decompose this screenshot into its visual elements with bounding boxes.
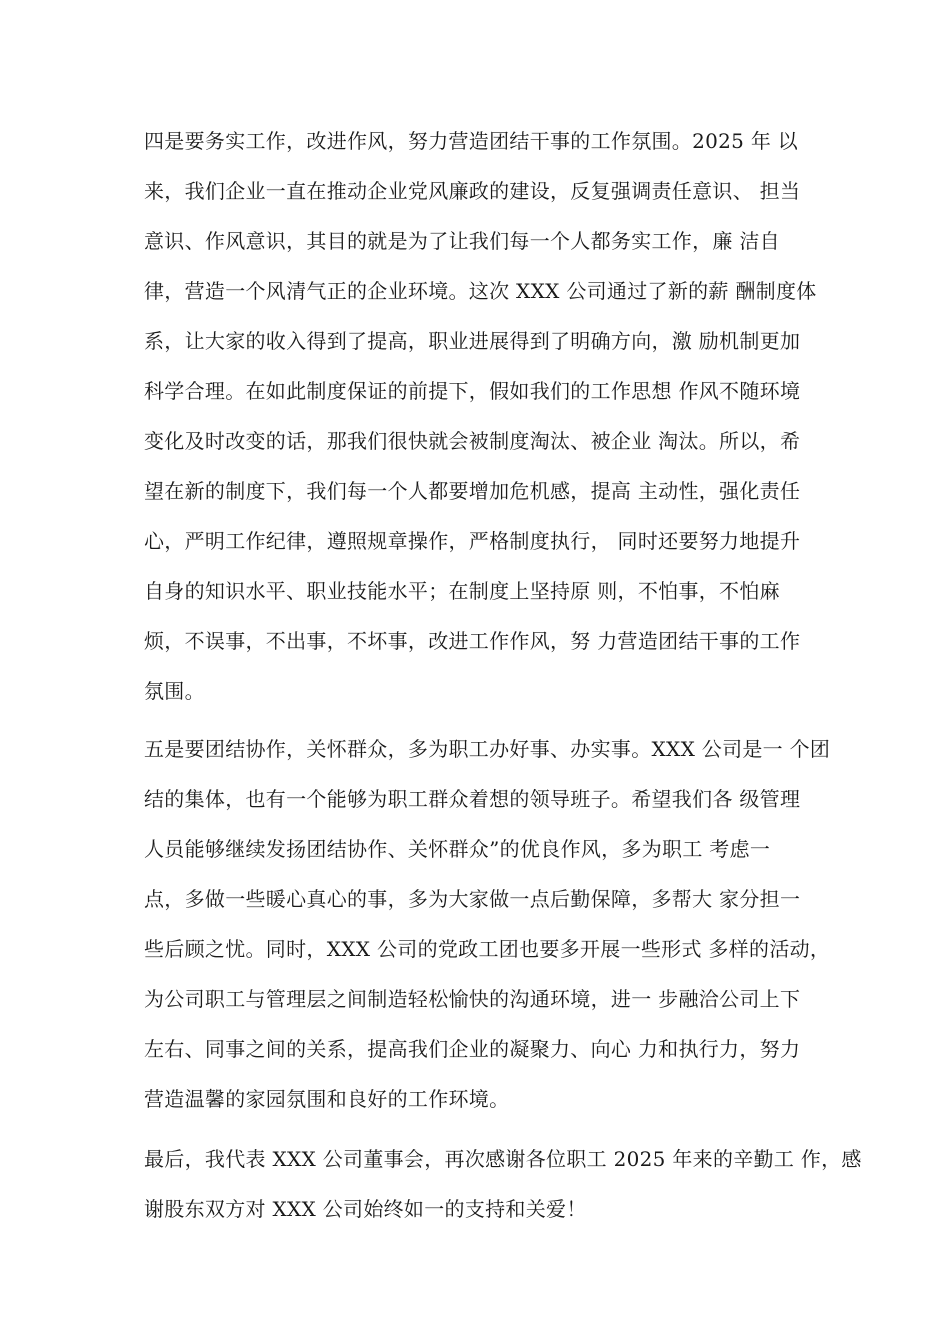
text-line: 左右、同事之间的关系，提高我们企业的凝聚力、向心 力和执行力，努力 bbox=[144, 1037, 801, 1061]
text-line: 结的集体，也有一个能够为职工群众着想的领导班子。希望我们各 级管理 bbox=[144, 787, 801, 811]
text-line: 自身的知识水平、职业技能水平；在制度上坚持原 则，不怕事，不怕麻 bbox=[144, 579, 780, 603]
text-line: 烦，不误事，不出事，不坏事，改进工作作风，努 力营造团结干事的工作 bbox=[144, 629, 801, 653]
text-line: 来，我们企业一直在推动企业党风廉政的建设，反复强调责任意识、 担当 bbox=[144, 179, 801, 203]
text-line: 谢股东双方对 XXX 公司始终如一的支持和关爱！ bbox=[144, 1197, 587, 1221]
text-line: 律，营造一个风清气正的企业环境。这次 XXX 公司通过了新的薪 酬制度体 bbox=[144, 279, 817, 303]
text-line: 点，多做一些暖心真心的事，多为大家做一点后勤保障，多帮大 家分担一 bbox=[144, 887, 801, 911]
paragraph-closing-thanks bbox=[144, 1134, 862, 1234]
text-line: 变化及时改变的话，那我们很快就会被制度淘汰、被企业 淘汰。所以，希 bbox=[144, 429, 801, 453]
paragraph-work-style bbox=[144, 116, 817, 716]
text-line: 意识、作风意识，其目的就是为了让我们每一个人都务实工作，廉 洁自 bbox=[144, 229, 780, 253]
text-line: 四是要务实工作，改进作风，努力营造团结干事的工作氛围。2025 年 以 bbox=[144, 129, 799, 153]
text-line: 科学合理。在如此制度保证的前提下，假如我们的工作思想 作风不随环境 bbox=[144, 379, 801, 403]
text-line: 些后顾之忧。同时，XXX 公司的党政工团也要多开展一些形式 多样的活动， bbox=[144, 937, 831, 961]
text-line: 营造温馨的家园氛围和良好的工作环境。 bbox=[144, 1087, 510, 1111]
text-line: 心，严明工作纪律，遵照规章操作，严格制度执行， 同时还要努力地提升 bbox=[144, 529, 801, 553]
text-line: 望在新的制度下，我们每一个人都要增加危机感，提高 主动性，强化责任 bbox=[144, 479, 801, 503]
text-line: 氛围。 bbox=[144, 679, 205, 703]
text-line: 为公司职工与管理层之间制造轻松愉快的沟通环境，进一 步融洽公司上下 bbox=[144, 987, 801, 1011]
text-line: 人员能够继续发扬团结协作、关怀群众”的优良作风，多为职工 考虑一 bbox=[144, 837, 771, 861]
paragraph-unity-care bbox=[144, 724, 830, 1124]
text-line: 系，让大家的收入得到了提高，职业进展得到了明确方向，激 励机制更加 bbox=[144, 329, 801, 353]
text-line: 五是要团结协作，关怀群众，多为职工办好事、办实事。XXX 公司是一 个团 bbox=[144, 737, 831, 761]
text-line: 最后，我代表 XXX 公司董事会，再次感谢各位职工 2025 年来的辛勤工 作，感 bbox=[144, 1147, 862, 1171]
